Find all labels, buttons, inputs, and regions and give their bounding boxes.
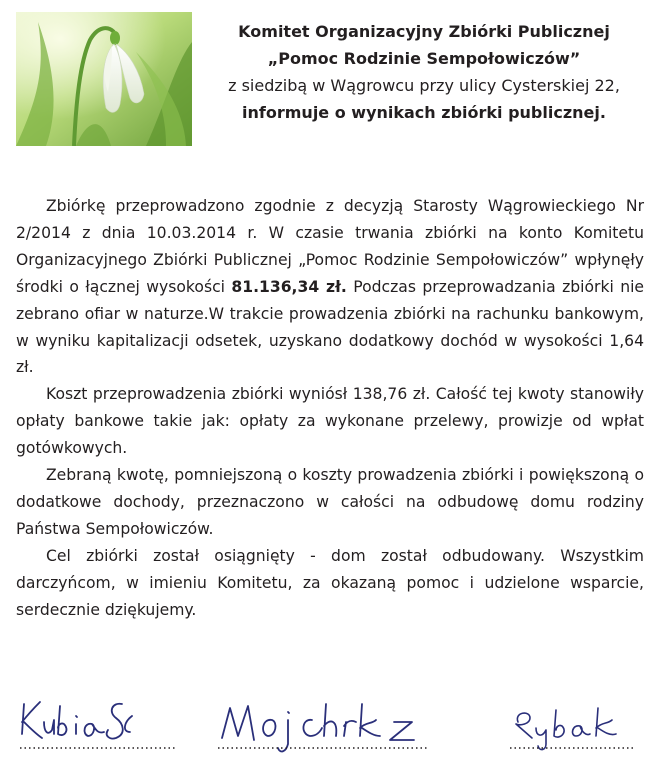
paragraph-allocation: Zebraną kwotę, pomniejszoną o koszty prowadzenia zbiórki i powiększoną o dodatkowe dochody, przeznaczono w całości na odbudowę domu rodziny Państwa Sempołowiczów.	[16, 466, 644, 538]
paragraph-1-continuation: Podczas przeprowadzania zbiórki nie zebrano ofiar w naturze.W trakcie prowadzenia zbiórki na rachunku bankowym, w wyniku kapitalizacji odsetek, uzyskano dodatkowy dochód w wysokości 1,64 zł.	[16, 277, 645, 377]
paragraph-collection-details	[16, 193, 644, 381]
snowdrop-flower-icon	[16, 12, 192, 146]
announcement-title: informuje o wynikach zbiórki publicznej.	[242, 103, 606, 122]
announcement-body	[16, 193, 644, 624]
paragraph-costs: Koszt przeprowadzenia zbiórki wyniósł 138,76 zł. Całość tej kwoty stanowiły opłaty bankowe takie jak: opłaty za wykonane przelewy, prowizje od wpłat gotówkowych.	[16, 385, 644, 458]
committee-name: Komitet Organizacyjny Zbiórki Publicznej	[238, 22, 610, 41]
paragraph-1-text: Zbiórkę przeprowadzono zgodnie z decyzją Starosty Wągrowieckiego Nr 2/2014 z dnia 10.03.2014 r. W czasie trwania zbiórki na konto Komitetu Organizacyjnego Zbiórki Publicznej „Pomoc Rodzinie Sempołowiczów” wpłynęły środki o łącznej wysokości	[16, 197, 644, 296]
announcement-header	[200, 18, 648, 126]
signature-kubiak	[22, 702, 132, 739]
signature-mojchrzak	[222, 704, 414, 751]
committee-address: z siedzibą w Wągrowcu przy ulicy Cysterskiej 22,	[228, 76, 620, 95]
paragraph-thanks: Cel zbiórki został osiągnięty - dom został odbudowany. Wszystkim darczyńcom, w imieniu Komitetu, za okazaną pomoc i udzielone wsparcie, serdecznie dziękujemy.	[16, 546, 644, 619]
signatures	[0, 682, 654, 768]
collection-name: „Pomoc Rodzinie Sempołowiczów”	[267, 49, 581, 68]
total-amount: 81.136,34 zł.	[231, 277, 347, 296]
snowdrop-photo	[16, 12, 192, 146]
signature-rybak	[516, 708, 616, 750]
